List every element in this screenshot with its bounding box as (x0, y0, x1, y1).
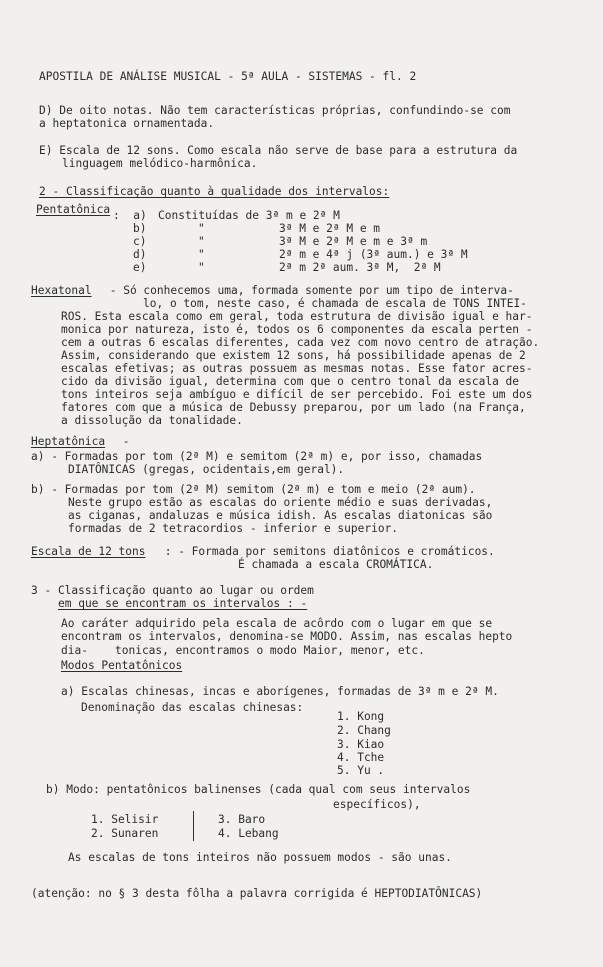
hexatonal-line: cem a outras 6 escalas diferentes, cada vez com novo centro de atração. (61, 336, 540, 349)
paragraph-d-line2: a heptatonica ornamentada. (39, 117, 215, 130)
pentatonica-a-text: Constituídas de 3ª m e 2ª M (158, 209, 340, 222)
pentatonica-e-text: 2ª m 2ª aum. 3ª M, 2ª M (279, 261, 441, 274)
balinese-item: 1. Selisir (91, 813, 159, 826)
section-3-title: 3 - Classificação quanto ao lugar ou ordem (31, 584, 314, 597)
chinese-scale-item: 5. Yu . (337, 764, 385, 777)
hexatonal-line: fatores com que a música de Debussy preparou, por um lado (na França, (61, 401, 526, 414)
heptatonica-line: Neste grupo estão as escalas do oriente médio e suas derivadas, (68, 496, 493, 509)
heptatonica-line: DIATÔNICAS (gregas, ocidentais,em geral). (68, 463, 345, 476)
section-3-line: dia- (61, 644, 88, 657)
hexatonal-line: Assim, considerando que existem 12 sons, há possibilidade apenas de 2 (61, 349, 526, 362)
ditto-mark: " (198, 222, 205, 235)
pentatonica-label: Pentatônica (36, 203, 111, 216)
hexatonal-line: - Só conhecemos uma, formada somente por um tipo de interva- (103, 284, 514, 297)
hexatonal-line: ROS. Esta escala como em geral, toda estrutura de divisão igual e har- (61, 310, 533, 323)
closing-line: As escalas de tons inteiros não possuem modos - são unas. (68, 851, 452, 864)
section-3-line: Ao caráter adquirido pela escala de acôrdo com o lugar em que se (61, 617, 493, 630)
hexatonal-line: a dissolução da tonalidade. (61, 414, 243, 427)
column-separator (193, 811, 194, 841)
pentatonica-a-letter: : a) (113, 209, 147, 222)
pentatonica-d-text: 2ª m e 4ª j (3ª aum.) e 3ª M (279, 248, 468, 261)
chinese-scale-item: 3. Kiao (337, 738, 385, 751)
paragraph-e-line1: E) Escala de 12 sons. Como escala não serve de base para a estrutura da (39, 144, 518, 157)
heptatonica-line: b) - Formadas por tom (2ª M) semitom (2ª m) e tom e meio (2ª aum). (31, 483, 476, 496)
balinese-item: 3. Baro (218, 813, 266, 826)
heptatonica-line: as ciganas, andaluzas e música idish. As escalas diatonicas são (68, 509, 493, 522)
escala-12-tons-line1: : - Formada por semitons diatônicos e cromáticos. (158, 545, 495, 558)
ditto-mark: " (198, 248, 205, 261)
balinese-item: 2. Sunaren (91, 827, 159, 840)
pentatonica-c-letter: c) (133, 235, 147, 248)
chinese-scale-item: 2. Chang (337, 724, 391, 737)
hexatonal-label: Hexatonal (31, 284, 92, 297)
escala-12-tons-label: Escala de 12 tons (31, 545, 146, 558)
page-header: APOSTILA DE ANÁLISE MUSICAL - 5ª AULA - SISTEMAS - fl. 2 (39, 70, 417, 83)
pentatonica-d-letter: d) (133, 248, 147, 261)
hexatonal-line: monica por natureza, isto é, todos os 6 componentes da escala perten - (61, 323, 533, 336)
denominacao-label: Denominação das escalas chinesas: (81, 701, 304, 714)
pentatonica-b-text: 3ª M e 2ª M e m (279, 222, 381, 235)
heptatonica-line: a) - Formadas por tom (2ª M) e semitom (2ª m) e, por isso, chamadas (31, 450, 483, 463)
section-3-subtitle: em que se encontram os intervalos : - (58, 597, 308, 610)
hexatonal-line: lo, o tom, neste caso, é chamada de escala de TONS INTEI- (143, 297, 527, 310)
heptatonica-label: Heptatônica (31, 435, 106, 448)
paragraph-e-line2: linguagem melódico-harmônica. (62, 157, 258, 170)
pentatonica-b-letter: b) (133, 222, 147, 235)
section-3-line: encontram os intervalos, denomina-se MODO. Assim, nas escalas hepto (61, 630, 513, 643)
chinese-scale-item: 4. Tche (337, 751, 385, 764)
hexatonal-line: escalas efetivas; as outras possuem as mesmas notas. Esse fator acres- (61, 362, 533, 375)
ditto-mark: " (198, 261, 205, 274)
balinese-item: 4. Lebang (218, 827, 279, 840)
modos-pentatonicos-label: Modos Pentatônicos (61, 659, 183, 672)
hexatonal-line: tons inteiros seja ambíguo e difícil de ser percebido. Foi este um dos (61, 388, 533, 401)
modos-b-line1: b) Modo: pentatônicos balinenses (cada qual com seus intervalos (46, 783, 471, 796)
modos-b-line2: específicos), (333, 798, 421, 811)
modos-a-line: a) Escalas chinesas, incas e aborígenes, formadas de 3ª m e 2ª M. (61, 685, 499, 698)
pentatonica-c-text: 3ª M e 2ª M e m e 3ª m (279, 235, 428, 248)
chinese-scale-item: 1. Kong (337, 710, 385, 723)
escala-12-tons-line2: É chamada a escala CROMÁTICA. (238, 558, 434, 571)
heptatonica-line: formadas de 2 tetracordios - inferior e superior. (68, 522, 399, 535)
section-2-title: 2 - Classificação quanto à qualidade dos intervalos: (39, 185, 390, 198)
heptatonica-dash: - (116, 435, 130, 448)
hexatonal-line: cido da divisão igual, determina com que o centro tonal da escala de (61, 375, 520, 388)
pentatonica-e-letter: e) (133, 261, 147, 274)
ditto-mark: " (198, 235, 205, 248)
section-3-line: tonicas, encontramos o modo Maior, menor, etc. (115, 644, 425, 657)
correction-note: (atenção: no § 3 desta fôlha a palavra corrigida é HEPTODIATÔNICAS) (31, 887, 483, 900)
paragraph-d-line1: D) De oito notas. Não tem características próprias, confundindo-se com (39, 104, 511, 117)
